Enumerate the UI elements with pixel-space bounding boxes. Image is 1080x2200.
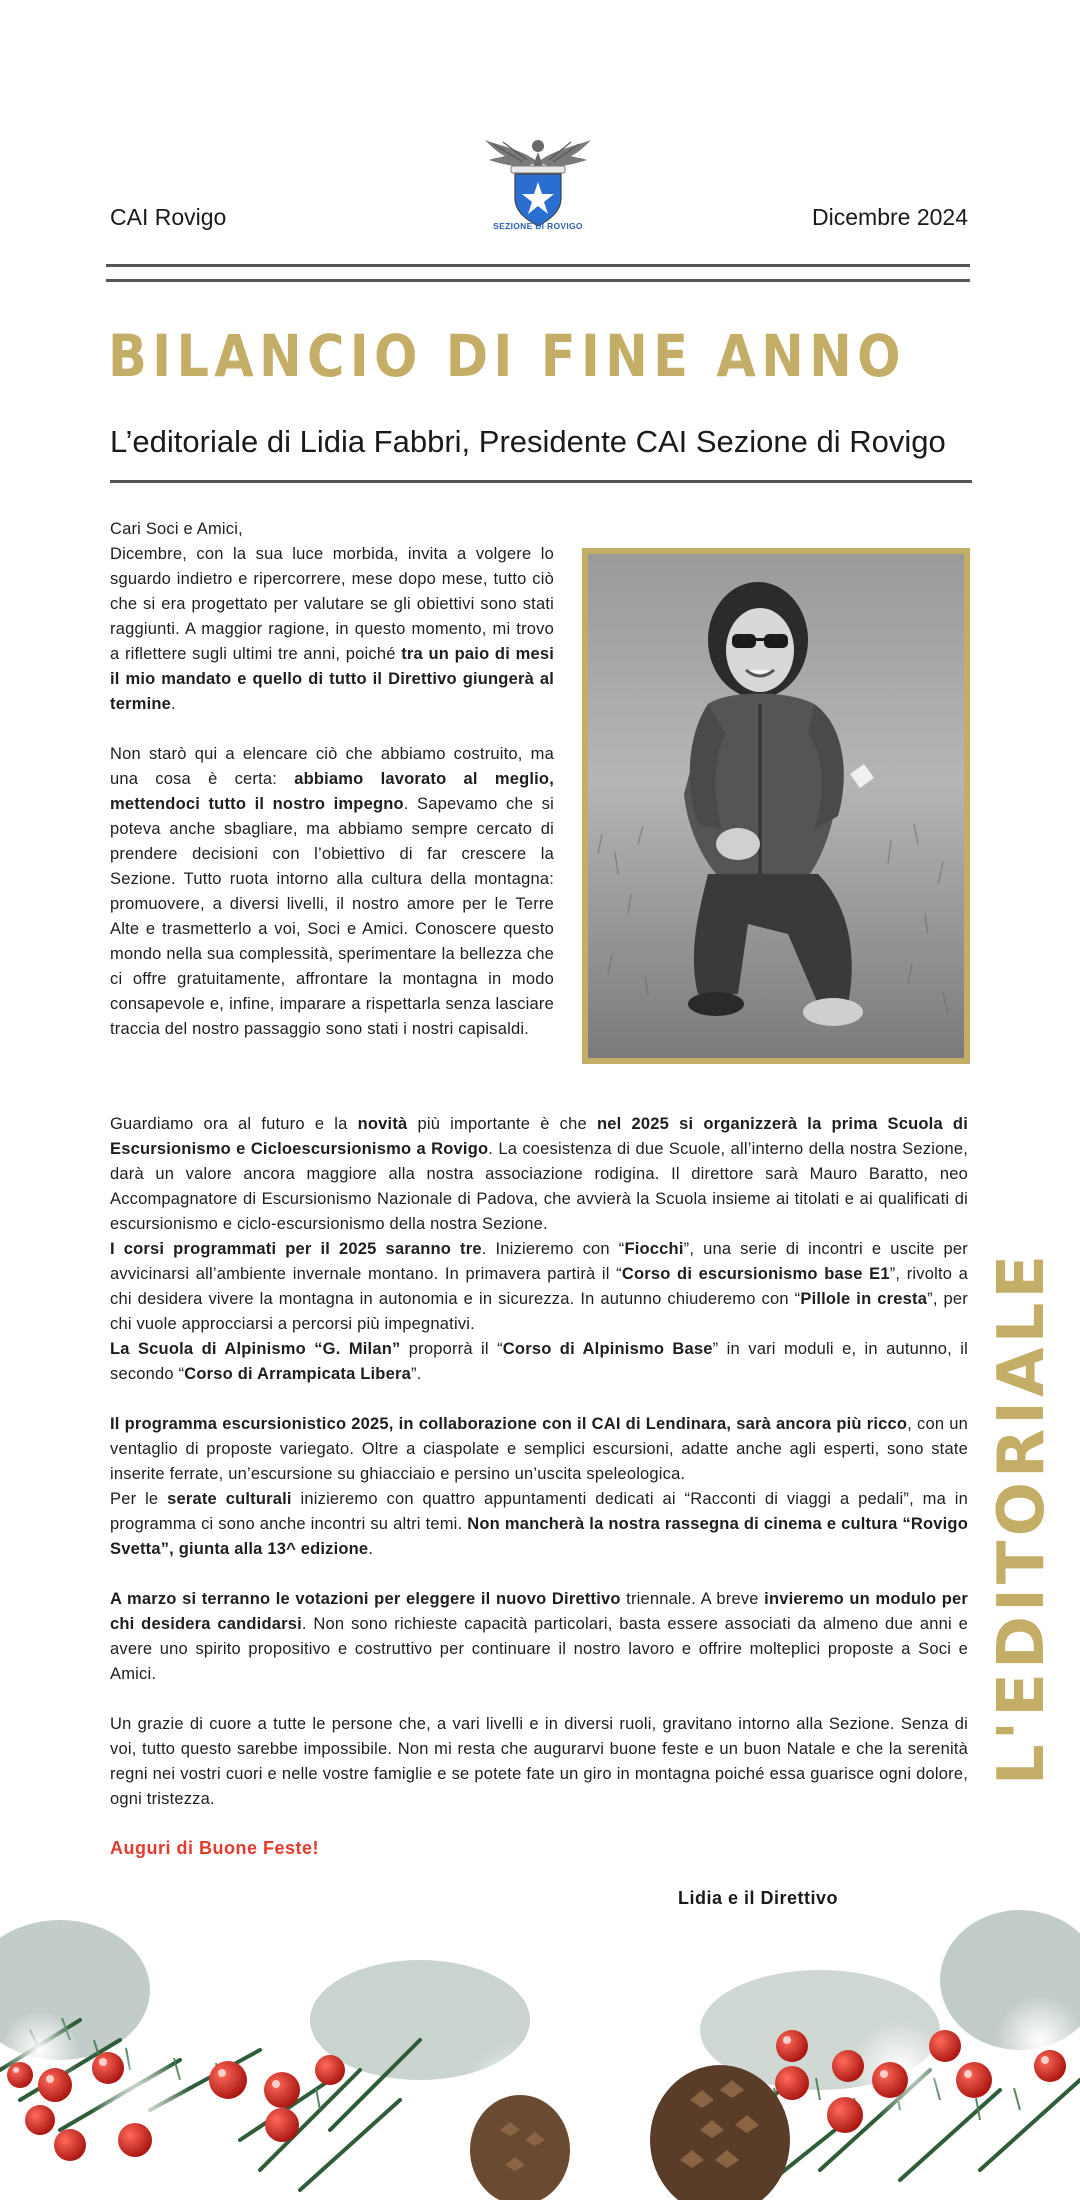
paragraph-1: Dicembre, con la sua luce morbida, invita a volgere lo sguardo indietro e ripercorrere, mese dopo mese, tutto ciò che si era progettato per valutare se gli obiettivi sono stati raggiunti. A maggior ragione, in questo momento, mi trovo a riflettere sugli ultimi tre anni, poiché tra un paio di mesi il mio mandato e quello di tutto il Direttivo giungerà al termine. xyxy=(110,545,554,713)
header-section-name: CAI Rovigo xyxy=(110,204,227,230)
page-title: BILANCIO DI FINE ANNO xyxy=(108,322,906,390)
header-rule-bottom xyxy=(106,279,970,282)
author-photo-image xyxy=(588,554,964,1058)
christmas-decoration-icon xyxy=(0,1870,1080,2200)
paragraph-7: Per le serate culturali inizieremo con quattro appuntamenti dedicati ai “Racconti di viaggi a pedali”, ma in programma ci sono anche incontri su altri temi. Non mancherà la nostra rassegna di cinema e cultura “Rovigo Svetta”, giunta alla 13^ edizione. xyxy=(110,1490,968,1558)
paragraph-6: Il programma escursionistico 2025, in collaborazione con il CAI di Lendinara, sarà ancora più ricco, con un ventaglio di proposte variegato. Oltre a ciaspolate e semplici escursioni, adatte anche agli esperti, sono state inserite ferrate, un’escursione su ghiacciaio e persino un’uscita speleologica. xyxy=(110,1415,968,1483)
intro-column xyxy=(110,517,554,1042)
paragraph-4: I corsi programmati per il 2025 saranno tre. Inizieremo con “Fiocchi”, una serie di incontri e uscite per avvicinarsi all’ambiente invernale montano. In primavera partirà il “Corso di escursionismo base E1”, rivolto a chi desidera vivere la montagna in autonomia e in sicurezza. In autunno chiuderemo con “Pillole in cresta”, per chi vuole approcciarsi a percorsi più impegnativi. xyxy=(110,1240,969,1333)
paragraph-5: La Scuola di Alpinismo “G. Milan” proporrà il “Corso di Alpinismo Base” in vari moduli e, in autunno, il secondo “Corso di Arrampicata Libera”. xyxy=(110,1340,968,1383)
paragraph-3: Guardiamo ora al futuro e la novità più importante è che nel 2025 si organizzerà la prima Scuola di Escursionismo e Cicloescursionismo a Rovigo. La coesistenza di due Scuole, all’interno della nostra Sezione, darà un valore ancora maggiore alla nostra associazione rodigina. Il direttore sarà Mauro Baratto, neo Accompagnatore di Escursionismo Nazionale di Padova, che avvierà la Scuola insieme ai titolati e ai qualificati di escursionismo e ciclo-escursionismo della nostra Sezione. xyxy=(110,1115,968,1233)
author-photo xyxy=(582,548,970,1064)
subtitle-rule xyxy=(110,480,972,483)
logo-caption: SEZIONE DI ROVIGO xyxy=(493,221,583,231)
header-date: Dicembre 2024 xyxy=(812,204,968,230)
page-subtitle: L’editoriale di Lidia Fabbri, Presidente CAI Sezione di Rovigo xyxy=(110,424,946,459)
salutation: Cari Soci e Amici, xyxy=(110,520,243,538)
side-label-editoriale: L'EDITORIALE xyxy=(985,1250,1059,1786)
paragraph-8: A marzo si terranno le votazioni per eleggere il nuovo Direttivo triennale. A breve invieremo un modulo per chi desidera candidarsi. Non sono richieste capacità particolari, basta essere associati da almeno due anni e avere uno spirito propositivo e costruttivo per continuare il nostro lavoro e offrire molteplici proposte a Soci e Amici. xyxy=(110,1590,968,1683)
signature: Lidia e il Direttivo xyxy=(678,1888,839,1908)
header-rule-top xyxy=(106,264,970,267)
paragraph-9: Un grazie di cuore a tutte le persone che, a vari livelli e in diversi ruoli, gravitano intorno alla Sezione. Senza di voi, tutto questo sarebbe impossibile. Non mi resta che augurarvi buone feste e un buon Natale e che la serenità regni nei vostri cuori e nelle vostre famiglie e se potete fate un giro in montagna poiché essa guarisce ogni dolore, ogni tristezza. xyxy=(110,1715,968,1808)
paragraph-2: Non starò qui a elencare ciò che abbiamo costruito, ma una cosa è certa: abbiamo lavorato al meglio, mettendoci tutto il nostro impegno. Sapevamo che si poteva anche sbagliare, ma abbiamo sempre cercato di prendere decisioni con l’obiettivo di far crescere la Sezione. Tutto ruota intorno alla cultura della montagna: promuovere, a diversi livelli, il nostro amore per le Terre Alte e trasmetterlo a voi, Soci e Amici. Conoscere questo mondo nella sua complessità, sperimentare la bellezza che ci offre gratuitamente, affrontare la montagna in modo consapevole e, infine, imparare a rispettarla senza lasciare traccia del nostro passaggio sono stati i nostri capisaldi. xyxy=(110,745,554,1038)
season-greeting: Auguri di Buone Feste! xyxy=(110,1838,319,1858)
main-text xyxy=(110,1112,968,1812)
